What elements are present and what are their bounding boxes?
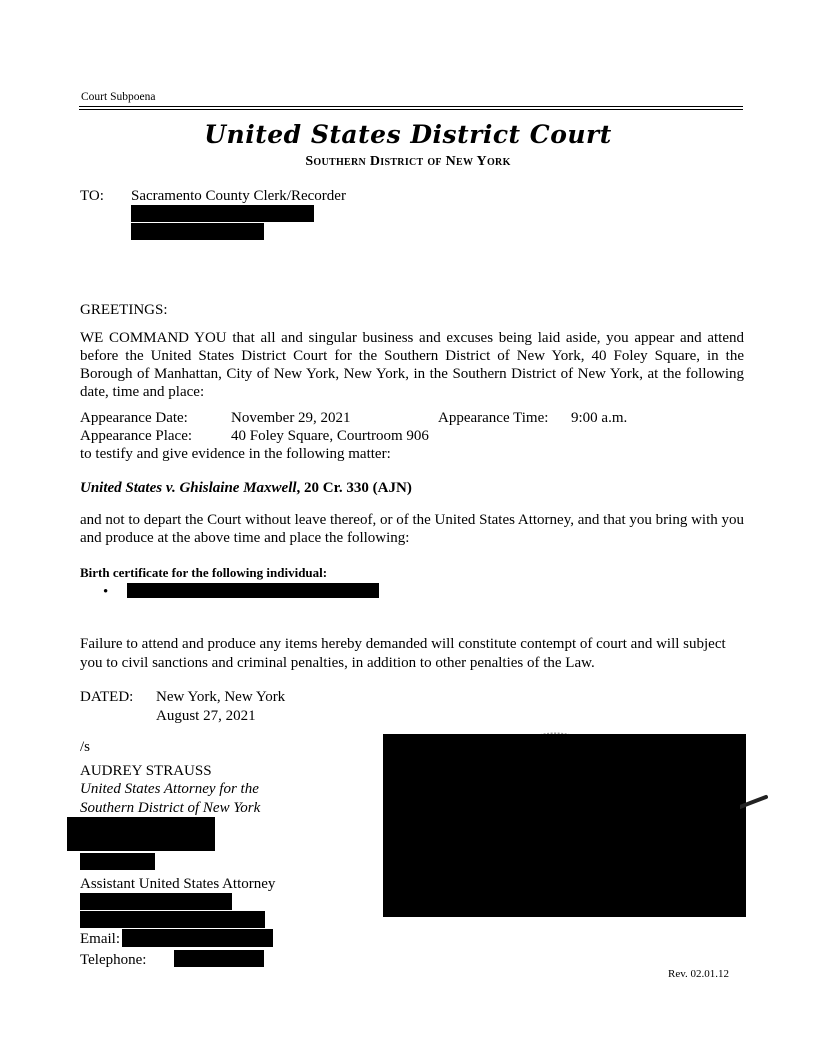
items-heading: Birth certificate for the following individual: [80,565,328,580]
to-label: TO: [80,188,104,204]
appearance-date-value: November 29, 2021 [231,410,351,426]
redaction-seal-signature [383,734,746,917]
dated-place: New York, New York [156,689,286,705]
form-header-label: Court Subpoena [81,91,156,103]
appearance-time-label: Appearance Time: [438,410,549,426]
depart-paragraph: and not to depart the Court without leave thereof, or of the United States Attorney, and that you bring with you and produce at the above time and place the following: [80,512,744,546]
recipient-name: Sacramento County Clerk/Recorder [131,188,346,204]
redaction-address-line1 [80,893,232,910]
case-caption [80,479,412,497]
header-rule-top [79,106,743,107]
redaction-ausa-name [80,853,155,870]
appearance-place-label: Appearance Place: [80,428,193,444]
dated-date: August 27, 2021 [156,708,256,724]
appearance-date-label: Appearance Date: [80,410,188,426]
redaction-email [122,929,273,947]
appearance-place-value: 40 Foley Square, Courtroom 906 [231,428,429,444]
greetings: GREETINGS: [80,302,168,318]
redaction-address-line2 [80,911,265,928]
signer-title-line1: United States Attorney for the [80,781,259,797]
appearance-time-value: 9:00 a.m. [571,410,628,426]
district-name: Southern District of New York [305,154,511,169]
signer-title-line2: Southern District of New York [80,800,261,816]
court-name: United States District Court [204,120,612,149]
case-title: United States v. Ghislaine Maxwell [80,480,297,496]
email-label: Email: [80,931,120,947]
redaction-recipient-line1 [131,205,314,222]
list-bullet: • [103,584,109,600]
telephone-label: Telephone: [80,952,147,968]
header-rule-bottom [79,109,743,110]
signer-name: AUDREY STRAUSS [80,763,212,779]
redaction-recipient-line2 [131,223,264,240]
command-paragraph: WE COMMAND YOU that all and singular business and excuses being laid aside, you appear and attend before the United States District Court for the Southern District of New York, 40 Foley Square, in the Borough of Manhattan, City of New York, New York, in the Southern District of New York, at the following date, time and place: [80,330,744,400]
signature-stroke-icon [740,793,768,811]
dated-label: DATED: [80,689,134,705]
case-number: , 20 Cr. 330 (AJN) [296,480,412,496]
signer-role: Assistant United States Attorney [80,876,276,892]
testify-line: to testify and give evidence in the following matter: [80,446,391,462]
signature-mark: /s [80,739,91,755]
redaction-telephone [174,950,264,967]
redaction-individual-name [127,583,379,598]
revision-label: Rev. 02.01.12 [668,968,730,980]
redaction-signature [67,817,215,851]
failure-paragraph: Failure to attend and produce any items hereby demanded will constitute contempt of court and will subject you to civil sanctions and criminal penalties, in addition to other penalties of the Law. [80,636,726,671]
